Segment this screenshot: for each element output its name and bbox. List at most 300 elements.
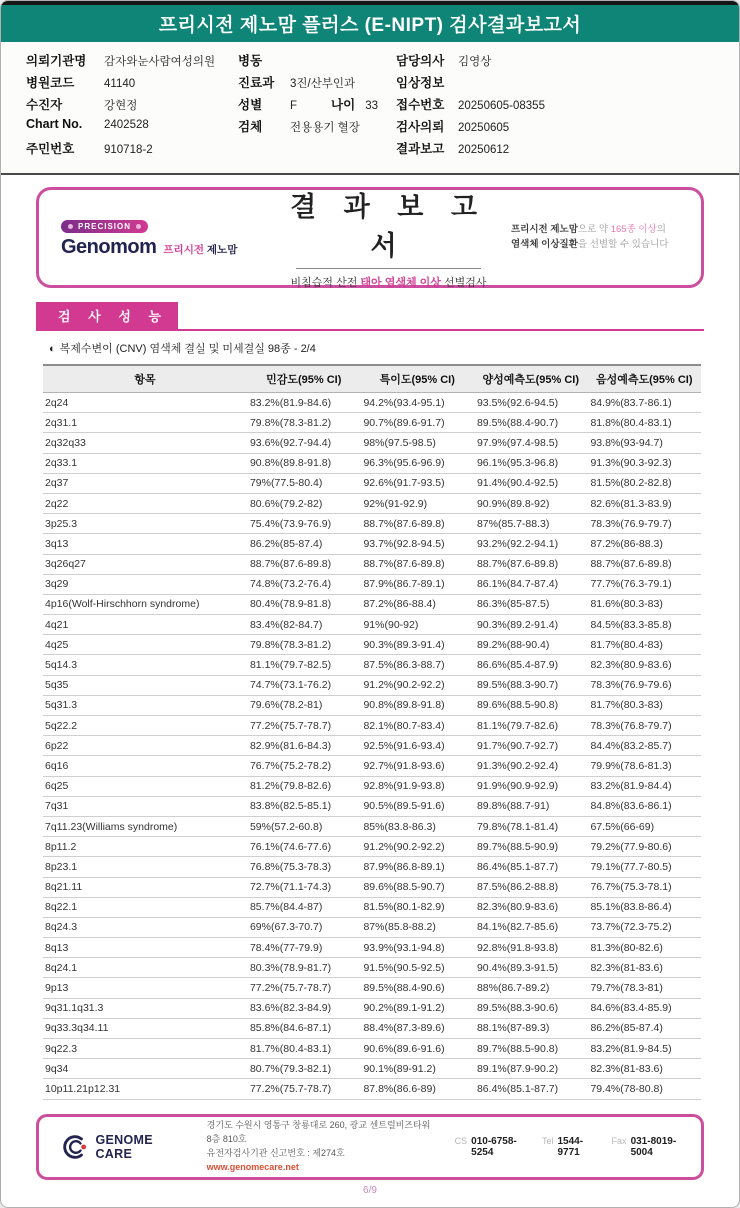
field-label: 진료과 (238, 76, 275, 90)
item-cell: 2q32q33 (43, 433, 247, 453)
col-header-item: 항목 (43, 365, 247, 393)
banner-center (266, 185, 511, 290)
value-cell: 92.8%(91.8-93.8) (474, 938, 588, 958)
patient-info-col1 (26, 51, 238, 161)
section-subtitle-text: 복제수변이 (CNV) 염색체 결실 및 미세결실 98종 - 2/4 (59, 343, 316, 355)
value-cell: 77.2%(75.7-78.7) (247, 978, 361, 998)
value-cell: 90.1%(89-91.2) (360, 1059, 474, 1079)
value-cell: 91.5%(90.5-92.5) (360, 958, 474, 978)
genome-care-name: GENOME CARE (95, 1132, 153, 1161)
value-cell: 78.3%(76.9-79.6) (587, 675, 701, 695)
section-tab-test-performance: 검 사 성 능 (36, 302, 178, 329)
field-value: 41140 (104, 78, 136, 90)
field-label: 수진자 (26, 98, 63, 112)
note-pink: 165종 이상 (610, 223, 657, 235)
value-cell: 81.1%(79.7-82.5) (247, 655, 361, 675)
value-cell: 84.4%(83.2-85.7) (587, 736, 701, 756)
genomom-brand-block (61, 216, 266, 259)
badge-label: PRECISION (78, 222, 132, 231)
item-cell: 6q25 (43, 776, 247, 796)
note-bold: 염색체 이상질환 (511, 238, 578, 250)
table-row (43, 493, 701, 513)
table-row (43, 413, 701, 433)
footer (36, 1114, 704, 1180)
item-cell: 4q21 (43, 615, 247, 635)
value-cell: 83.8%(82.5-85.1) (247, 796, 361, 816)
field-label: 주민번호 (26, 142, 75, 156)
value-cell: 88.7%(87.6-89.8) (587, 554, 701, 574)
item-cell: 4p16(Wolf-Hirschhorn syndrome) (43, 594, 247, 614)
item-cell: 8q22.1 (43, 897, 247, 917)
value-cell: 86.6%(85.4-87.9) (474, 655, 588, 675)
contact-value: 031-8019-5004 (630, 1135, 677, 1158)
value-cell: 88.7%(87.6-89.8) (247, 554, 361, 574)
value-cell: 89.5%(88.3-90.6) (474, 998, 588, 1018)
contact-tel (542, 1136, 596, 1158)
value-cell: 93.6%(92.7-94.4) (247, 433, 361, 453)
value-cell: 86.1%(84.7-87.4) (474, 574, 588, 594)
value-cell: 89.5%(88.4-90.7) (474, 413, 588, 433)
item-cell: 9q22.3 (43, 1039, 247, 1059)
value-cell: 79.9%(78.6-81.3) (587, 756, 701, 776)
table-row (43, 978, 701, 998)
field-label: Chart No. (26, 117, 83, 131)
section-header (36, 302, 704, 331)
table-row (43, 877, 701, 897)
field-value: 2402528 (104, 119, 149, 131)
footer-registration: 유전자검사기관 신고번호 : 제274호 (206, 1147, 345, 1158)
value-cell: 76.7%(75.2-78.2) (247, 756, 361, 776)
field-patient-name (26, 95, 238, 117)
value-cell: 89.8%(88.7-91) (474, 796, 588, 816)
value-cell: 82.6%(81.3-83.9) (587, 493, 701, 513)
value-cell: 78.4%(77-79.9) (247, 938, 361, 958)
value-cell: 79.8%(78.3-81.2) (247, 413, 361, 433)
value-cell: 91.3%(90.2-92.4) (474, 756, 588, 776)
value-cell: 86.4%(85.1-87.7) (474, 857, 588, 877)
badge-dot-icon (136, 224, 141, 229)
value-cell: 82.3%(80.9-83.6) (587, 655, 701, 675)
note-text: 으로 약 (577, 223, 611, 235)
value-cell: 84.5%(83.3-85.8) (587, 615, 701, 635)
field-request-date (396, 117, 726, 139)
table-row (43, 433, 701, 453)
value-cell: 90.8%(89.8-91.8) (247, 453, 361, 473)
item-cell: 2q31.1 (43, 413, 247, 433)
brand-kr-dark: 제노맘 (206, 244, 238, 256)
value-cell: 79.1%(77.7-80.5) (587, 857, 701, 877)
contact-value: 010-6758-5254 (471, 1135, 517, 1158)
value-cell: 82.1%(80.7-83.4) (360, 716, 474, 736)
value-cell: 86.2%(85-87.4) (587, 1018, 701, 1038)
field-value: F (290, 100, 298, 112)
field-specimen (238, 117, 396, 139)
field-value: 33 (365, 100, 378, 112)
value-cell: 90.3%(89.3-91.4) (360, 635, 474, 655)
value-cell: 82.3%(81-83.6) (587, 958, 701, 978)
field-hospital-code (26, 73, 238, 95)
value-cell: 81.6%(80.3-83) (587, 594, 701, 614)
value-cell: 89.2%(88-90.4) (474, 635, 588, 655)
value-cell: 67.5%(66-69) (587, 816, 701, 836)
value-cell: 93.7%(92.8-94.5) (360, 534, 474, 554)
field-value: 전용용기 혈장 (290, 122, 360, 134)
genome-care-logo (59, 1133, 189, 1161)
value-cell: 77.2%(75.7-78.7) (247, 716, 361, 736)
table-row (43, 897, 701, 917)
value-cell: 92.6%(91.7-93.5) (360, 473, 474, 493)
item-cell: 5q31.3 (43, 695, 247, 715)
value-cell: 93.5%(92.6-94.5) (474, 393, 588, 413)
contact-label: Fax (611, 1135, 627, 1146)
value-cell: 79.4%(78-80.8) (587, 1079, 701, 1099)
table-row (43, 958, 701, 978)
table-row (43, 1039, 701, 1059)
brand-line (61, 236, 266, 259)
field-receipt-no (396, 95, 726, 117)
value-cell: 89.1%(87.9-90.2) (474, 1059, 588, 1079)
value-cell: 88%(86.7-89.2) (474, 978, 588, 998)
value-cell: 76.8%(75.3-78.3) (247, 857, 361, 877)
table-row (43, 695, 701, 715)
field-report-date (396, 139, 726, 161)
field-label: 결과보고 (396, 142, 445, 156)
value-cell: 69%(67.3-70.7) (247, 917, 361, 937)
banner-divider (296, 268, 481, 269)
item-cell: 7q11.23(Williams syndrome) (43, 816, 247, 836)
table-row (43, 615, 701, 635)
patient-info-col3 (396, 51, 726, 161)
table-row (43, 655, 701, 675)
item-cell: 7q31 (43, 796, 247, 816)
col-header-sensitivity: 민감도(95% CI) (247, 365, 361, 393)
item-cell: 2q33.1 (43, 453, 247, 473)
value-cell: 86.3%(85-87.5) (474, 594, 588, 614)
value-cell: 87.2%(86-88.4) (360, 594, 474, 614)
value-cell: 85%(83.8-86.3) (360, 816, 474, 836)
footer-contacts (455, 1136, 685, 1158)
table-row (43, 796, 701, 816)
value-cell: 88.7%(87.6-89.8) (360, 554, 474, 574)
report-title: 프리시전 제노맘 플러스 (E-NIPT) 검사결과보고서 (158, 15, 582, 36)
value-cell: 90.6%(89.6-91.6) (360, 1039, 474, 1059)
table-row (43, 514, 701, 534)
table-row (43, 473, 701, 493)
footer-address: 경기도 수원시 영통구 창룡대로 260, 광교 센트럴비즈타워 8층 810호 (206, 1119, 431, 1144)
item-cell: 9q34 (43, 1059, 247, 1079)
field-department (238, 73, 396, 95)
value-cell: 87.8%(86.6-89) (360, 1079, 474, 1099)
table-row (43, 756, 701, 776)
value-cell: 92.7%(91.8-93.6) (360, 756, 474, 776)
table-row (43, 816, 701, 836)
value-cell: 82.3%(81-83.6) (587, 1059, 701, 1079)
value-cell: 97.9%(97.4-98.5) (474, 433, 588, 453)
table-row (43, 716, 701, 736)
performance-table-head (43, 365, 701, 393)
page-number: 6/9 (363, 1184, 377, 1196)
field-hospital-name (26, 51, 238, 73)
value-cell: 90.3%(89.2-91.4) (474, 615, 588, 635)
value-cell: 89.5%(88.4-90.6) (360, 978, 474, 998)
value-cell: 81.8%(80.4-83.1) (587, 413, 701, 433)
value-cell: 81.2%(79.8-82.6) (247, 776, 361, 796)
brand-kr-pink: 프리시전 (163, 244, 204, 256)
patient-info-panel (1, 42, 739, 175)
value-cell: 81.1%(79.7-82.6) (474, 716, 588, 736)
value-cell: 89.6%(88.5-90.7) (360, 877, 474, 897)
report-title-bar (1, 5, 739, 42)
table-row (43, 857, 701, 877)
contact-value: 1544-9771 (557, 1135, 584, 1158)
item-cell: 5q35 (43, 675, 247, 695)
value-cell: 96.3%(95.6-96.9) (360, 453, 474, 473)
value-cell: 92.8%(91.9-93.8) (360, 776, 474, 796)
value-cell: 90.7%(89.6-91.7) (360, 413, 474, 433)
item-cell: 8p23.1 (43, 857, 247, 877)
item-cell: 8q24.3 (43, 917, 247, 937)
field-value: 20250605-08355 (458, 100, 545, 112)
table-row (43, 1079, 701, 1099)
field-value: 감자와눈사람여성의원 (104, 56, 216, 68)
value-cell: 72.7%(71.1-74.3) (247, 877, 361, 897)
value-cell: 74.7%(73.1-76.2) (247, 675, 361, 695)
value-cell: 81.7%(80.3-83) (587, 695, 701, 715)
value-cell: 91.3%(90.3-92.3) (587, 453, 701, 473)
value-cell: 87.2%(86-88.3) (587, 534, 701, 554)
value-cell: 80.6%(79.2-82) (247, 493, 361, 513)
half-circle-icon: ◐ (49, 343, 56, 355)
value-cell: 87%(85.7-88.3) (474, 514, 588, 534)
patient-info-col2 (238, 51, 396, 161)
result-report-banner (36, 187, 704, 288)
table-row (43, 675, 701, 695)
field-label: 임상정보 (396, 76, 445, 90)
value-cell: 74.8%(73.2-76.4) (247, 574, 361, 594)
value-cell: 88.4%(87.3-89.6) (360, 1018, 474, 1038)
value-cell: 79.2%(77.9-80.6) (587, 837, 701, 857)
value-cell: 81.5%(80.2-82.8) (587, 473, 701, 493)
field-label: 담당의사 (396, 54, 445, 68)
value-cell: 78.3%(76.8-79.7) (587, 716, 701, 736)
value-cell: 89.7%(88.5-90.9) (474, 837, 588, 857)
value-cell: 59%(57.2-60.8) (247, 816, 361, 836)
contact-label: Tel (541, 1135, 554, 1146)
value-cell: 79.8%(78.3-81.2) (247, 635, 361, 655)
item-cell: 4q25 (43, 635, 247, 655)
value-cell: 81.7%(80.4-83) (587, 635, 701, 655)
value-cell: 75.4%(73.9-76.9) (247, 514, 361, 534)
item-cell: 9q31.1q31.3 (43, 998, 247, 1018)
subtitle-post: 선별검사 (440, 277, 487, 289)
value-cell: 76.7%(75.3-78.1) (587, 877, 701, 897)
value-cell: 96.1%(95.3-96.8) (474, 453, 588, 473)
table-row (43, 736, 701, 756)
note-bold: 프리시전 제노맘 (511, 223, 578, 235)
field-value: 20250605 (458, 122, 510, 134)
performance-table (43, 364, 701, 1100)
field-label: 나이 (331, 98, 356, 112)
contact-label: CS (454, 1135, 468, 1146)
col-header-npv: 음성예측도(95% CI) (587, 365, 701, 393)
value-cell: 82.3%(80.9-83.6) (474, 897, 588, 917)
value-cell: 80.4%(78.9-81.8) (247, 594, 361, 614)
item-cell: 9q33.3q34.11 (43, 1018, 247, 1038)
banner-title: 결 과 보 고 서 (290, 192, 487, 261)
value-cell: 88.1%(87-89.3) (474, 1018, 588, 1038)
item-cell: 3q13 (43, 534, 247, 554)
item-cell: 3p25.3 (43, 514, 247, 534)
value-cell: 79.6%(78.2-81) (247, 695, 361, 715)
table-row (43, 917, 701, 937)
table-row (43, 998, 701, 1018)
item-cell: 5q14.3 (43, 655, 247, 675)
col-header-ppv: 양성예측도(95% CI) (474, 365, 588, 393)
value-cell: 90.4%(89.3-91.5) (474, 958, 588, 978)
value-cell: 84.9%(83.7-86.1) (587, 393, 701, 413)
value-cell: 89.5%(88.3-90.7) (474, 675, 588, 695)
field-doctor (396, 51, 726, 73)
value-cell: 90.9%(89.8-92) (474, 493, 588, 513)
item-cell: 8p11.2 (43, 837, 247, 857)
value-cell: 90.8%(89.8-91.8) (360, 695, 474, 715)
table-row (43, 776, 701, 796)
value-cell: 81.7%(80.4-83.1) (247, 1039, 361, 1059)
contact-cs (455, 1136, 526, 1158)
value-cell: 92%(91-92.9) (360, 493, 474, 513)
value-cell: 76.1%(74.6-77.6) (247, 837, 361, 857)
value-cell: 81.3%(80-82.6) (587, 938, 701, 958)
value-cell: 87%(85.8-88.2) (360, 917, 474, 937)
field-value: 3진/산부인과 (290, 78, 356, 90)
banner-note (511, 223, 683, 252)
table-row (43, 574, 701, 594)
value-cell: 85.8%(84.6-87.1) (247, 1018, 361, 1038)
value-cell: 87.9%(86.8-89.1) (360, 857, 474, 877)
value-cell: 83.2%(81.9-84.5) (587, 1039, 701, 1059)
field-clinical-info (396, 73, 726, 95)
value-cell: 82.9%(81.6-84.3) (247, 736, 361, 756)
field-label: 검체 (238, 120, 263, 134)
section-subtitle (49, 340, 739, 356)
table-row (43, 534, 701, 554)
badge-dot-icon (68, 224, 73, 229)
value-cell: 91.4%(90.4-92.5) (474, 473, 588, 493)
value-cell: 79%(77.5-80.4) (247, 473, 361, 493)
value-cell: 87.5%(86.2-88.8) (474, 877, 588, 897)
value-cell: 79.7%(78.3-81) (587, 978, 701, 998)
value-cell: 86.4%(85.1-87.7) (474, 1079, 588, 1099)
field-label: 검사의뢰 (396, 120, 445, 134)
value-cell: 80.3%(78.9-81.7) (247, 958, 361, 978)
value-cell: 91.2%(90.2-92.2) (360, 675, 474, 695)
table-row (43, 938, 701, 958)
item-cell: 8q21.11 (43, 877, 247, 897)
value-cell: 98%(97.5-98.5) (360, 433, 474, 453)
value-cell: 86.2%(85-87.4) (247, 534, 361, 554)
value-cell: 91%(90-92) (360, 615, 474, 635)
table-row (43, 554, 701, 574)
banner-subtitle (266, 274, 511, 290)
table-row (43, 393, 701, 413)
value-cell: 89.6%(88.5-90.8) (474, 695, 588, 715)
value-cell: 80.7%(79.3-82.1) (247, 1059, 361, 1079)
subtitle-highlight: 태아 염색체 이상 (360, 277, 441, 289)
field-resident-no (26, 139, 238, 161)
item-cell: 2q24 (43, 393, 247, 413)
footer-address-block (207, 1119, 437, 1175)
performance-table-body (43, 393, 701, 1100)
value-cell: 93.8%(93-94.7) (587, 433, 701, 453)
value-cell: 89.7%(88.5-90.8) (474, 1039, 588, 1059)
item-cell: 2q37 (43, 473, 247, 493)
genomom-logo: Genomom (61, 236, 157, 258)
value-cell: 93.9%(93.1-94.8) (360, 938, 474, 958)
value-cell: 90.5%(89.5-91.6) (360, 796, 474, 816)
item-cell: 10p11.21p12.31 (43, 1079, 247, 1099)
precision-badge (61, 220, 148, 233)
value-cell: 87.9%(86.7-89.1) (360, 574, 474, 594)
value-cell: 79.8%(78.1-81.4) (474, 816, 588, 836)
item-cell: 6q16 (43, 756, 247, 776)
note-text: 을 선별할 수 있습니다 (577, 238, 669, 250)
value-cell: 78.3%(76.9-79.7) (587, 514, 701, 534)
value-cell: 77.7%(76.3-79.1) (587, 574, 701, 594)
field-value: 910718-2 (104, 144, 153, 156)
value-cell: 90.2%(89.1-91.2) (360, 998, 474, 1018)
field-label: 병원코드 (26, 76, 75, 90)
value-cell: 85.1%(83.8-86.4) (587, 897, 701, 917)
value-cell: 92.5%(91.6-93.4) (360, 736, 474, 756)
item-cell: 2q22 (43, 493, 247, 513)
field-label: 접수번호 (396, 98, 445, 112)
value-cell: 88.7%(87.6-89.8) (360, 514, 474, 534)
item-cell: 8q13 (43, 938, 247, 958)
field-chart-no (26, 117, 238, 139)
table-row (43, 837, 701, 857)
table-row (43, 594, 701, 614)
field-value: 강현정 (104, 100, 138, 112)
value-cell: 84.8%(83.6-86.1) (587, 796, 701, 816)
value-cell: 81.5%(80.1-82.9) (360, 897, 474, 917)
value-cell: 83.4%(82-84.7) (247, 615, 361, 635)
field-label: 성별 (238, 98, 263, 112)
note-text: 의 (656, 223, 666, 235)
field-sex-age (238, 95, 396, 117)
value-cell: 84.6%(83.4-85.9) (587, 998, 701, 1018)
value-cell: 91.9%(90.9-92.9) (474, 776, 588, 796)
item-cell: 3q29 (43, 574, 247, 594)
subtitle-pre: 비침습적 산전 (290, 277, 361, 289)
item-cell: 6p22 (43, 736, 247, 756)
contact-fax (612, 1136, 685, 1158)
field-value: 김영상 (458, 56, 492, 68)
value-cell: 85.7%(84.4-87) (247, 897, 361, 917)
item-cell: 5q22.2 (43, 716, 247, 736)
table-row (43, 453, 701, 473)
value-cell: 87.5%(86.3-88.7) (360, 655, 474, 675)
field-label: 병동 (238, 54, 263, 68)
item-cell: 8q24.1 (43, 958, 247, 978)
value-cell: 93.2%(92.2-94.1) (474, 534, 588, 554)
field-label: 의뢰기관명 (26, 54, 87, 68)
value-cell: 91.7%(90.7-92.7) (474, 736, 588, 756)
value-cell: 88.7%(87.6-89.8) (474, 554, 588, 574)
table-row (43, 635, 701, 655)
field-ward (238, 51, 396, 73)
value-cell: 83.6%(82.3-84.9) (247, 998, 361, 1018)
table-row (43, 1059, 701, 1079)
